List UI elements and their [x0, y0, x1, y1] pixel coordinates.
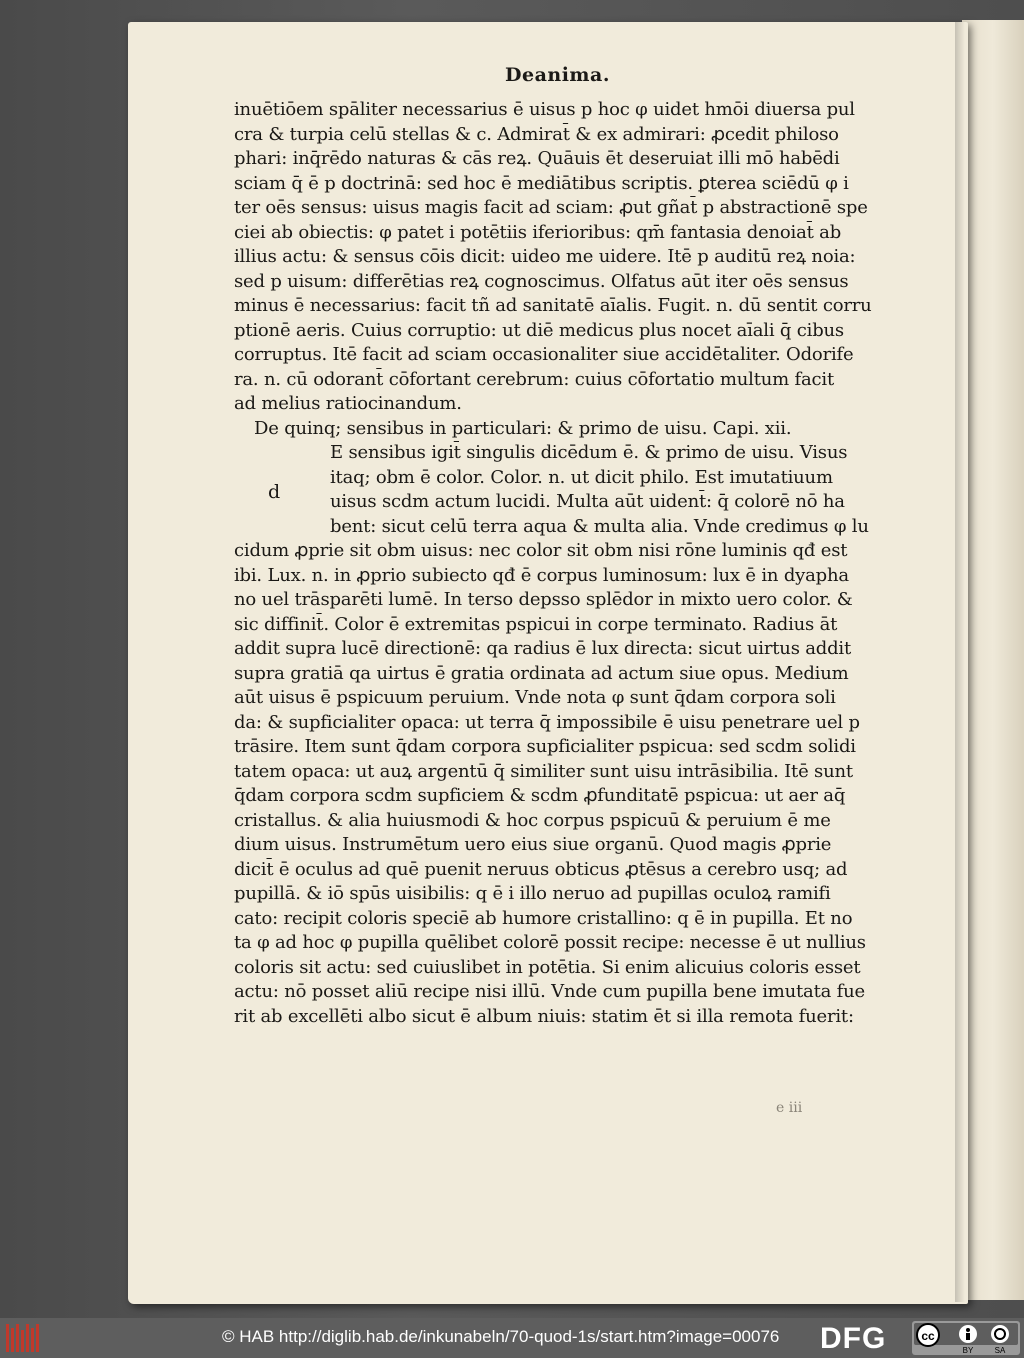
text-line: actu: nō posset aliū recipe nisi illū. Vnde cum pupilla bene imutata fue — [234, 981, 865, 1002]
guide-letter: d — [268, 481, 281, 503]
text-line: phari: inq̄rēdo naturas & cās reꝝ. Quāuis ēt deseruiat illi mō habēdi — [234, 148, 840, 169]
text-line: ter oēs sensus: uisus magis facit ad sciam: ꝓut gñat̄ p abstractionē spe — [234, 197, 868, 218]
text-line: dicit̄ ē oculus ad quē puenit neruus obticus ꝓtēsus a cerebro usq; ad — [234, 858, 848, 880]
next-page-edge — [962, 20, 1024, 1300]
text-line: rit ab excellēti albo sicut ē album niuis: statim ēt si illa remota fuerit: — [234, 1005, 854, 1027]
gutter-shadow — [955, 22, 965, 1302]
license-by-label: BY — [962, 1346, 974, 1355]
text-line: uisus scdm actum lucidi. Multa aūt uident̄: q̄ colorē nō ha — [330, 491, 845, 512]
dfg-logo: DFG — [820, 1322, 887, 1355]
text-line: sed p uisum: differētias reꝝ cognoscimus. Olfatus aūt iter oēs sensus — [234, 270, 849, 292]
source-link[interactable]: © HAB http://diglib.hab.de/inkunabeln/70-quod-1s/start.htm?image=00076 — [222, 1327, 780, 1346]
text-line: ta φ ad hoc φ pupilla quēlibet colorē possit recipe: necesse ē ut nullius — [234, 932, 866, 953]
hab-logo-icon — [6, 1322, 42, 1354]
text-line: illius actu: & sensus cōis dicit: uideo me uidere. Itē p auditū reꝝ noia: — [234, 246, 856, 267]
text-line: itaq; obm ē color. Color. n. ut dicit philo. Est imutatiuum — [330, 466, 833, 488]
chapter-heading: De quinq; sensibus in particulari: & primo de uisu. Capi. xii. — [254, 417, 792, 439]
text-line: cidum ꝓprie sit obm uisus: nec color sit obm nisi rōne luminis qđ est — [234, 540, 848, 561]
text-line: E sensibus igit̄ singulis dicēdum ē. & primo de uisu. Visus — [330, 442, 848, 463]
text-line: inuētiōem spāliter necessarius ē uisus p hoc φ uidet hmōi diuersa pul — [234, 99, 855, 120]
text-line: da: & supficialiter opaca: ut terra q̄ impossibile ē uisu penetrare uel p — [234, 711, 860, 733]
cc-by-sa-license-icon[interactable] — [912, 1321, 1020, 1355]
text-line: tatem opaca: ut auꝝ argentū q̄ similiter sunt uisu intrāsibilia. Itē sunt — [234, 760, 853, 782]
text-line: ra. n. cū odorant̄ cōfortant cerebrum: cuius cōfortatio multum facit — [234, 368, 835, 390]
text-line: aūt uisus ē pspicuum peruium. Vnde nota φ sunt q̄dam corpora soli — [234, 687, 836, 708]
text-line: addit supra lucē directionē: qa radius ē lux directa: sicut uirtus addit — [234, 638, 852, 659]
text-line: q̄dam corpora scdm supficiem & scdm ꝓfunditatē pspicua: ut aer aq̄ — [234, 785, 846, 806]
text-line: cra & turpia celū stellas & c. Admirat̄ & ex admirari: ꝓcedit philoso — [234, 123, 839, 145]
license-sa-label: SA — [994, 1346, 1006, 1355]
text-line: corruptus. Itē facit ad sciam occasionaliter siue accidētaliter. Odorife — [234, 344, 854, 365]
text-line: supra gratiā qa uirtus ē gratia ordinata ad actum siue opus. Medium — [234, 662, 849, 684]
text-line: ibi. Lux. n. in ꝓprio subiecto qđ ē corpus luminosum: lux ē in dyapha — [234, 564, 849, 586]
text-line: dium uisus. Instrumētum uero eius siue organū. Quod magis ꝓprie — [234, 834, 832, 855]
text-line: no uel trāsparēti lumē. In terso depsso splēdor in mixto uero color. & — [234, 589, 853, 610]
signature-mark: e iii — [776, 1100, 803, 1116]
text-line: sciam q̄ ē p doctrinā: sed hoc ē mediātibus scriptis. ꝑterea sciēdū φ i — [234, 172, 849, 194]
text-line: minus ē necessarius: facit tñ ad sanitatē aīalis. Fugit. n. dū sentit corru — [234, 295, 872, 316]
text-line: cristallus. & alia huiusmodi & hoc corpus pspicuū & peruium ē me — [234, 809, 831, 831]
text-line: trāsire. Item sunt q̄dam corpora supficialiter pspicua: sed scdm solidi — [234, 736, 856, 757]
text-line: sic diffinit̄. Color ē extremitas pspicui in corpe terminato. Radius āt — [234, 613, 838, 635]
text-line: bent: sicut celū terra aqua & multa alia. Vnde credimus φ lu — [330, 515, 869, 537]
text-line: cato: recipit coloris speciē ab humore cristallino: q ē in pupilla. Et no — [234, 907, 853, 929]
text-block — [234, 98, 894, 1029]
running-header: Deanima. — [505, 64, 610, 86]
text-line: ptionē aeris. Cuius corruptio: ut diē medicus plus nocet aīali q̄ cibus — [234, 319, 844, 341]
text-line: coloris sit actu: sed cuiuslibet in potētia. Si enim alicuius coloris esset — [234, 956, 861, 978]
svg-text:cc: cc — [921, 1329, 935, 1343]
text-line: ad melius ratiocinandum. — [234, 393, 462, 414]
text-line: pupillā. & iō spūs uisibilis: q ē i illo neruo ad pupillas oculoꝝ ramifi — [234, 883, 831, 904]
text-line: ciei ab obiectis: φ patet i potētiis iferioribus: qm̄ fantasia denoiat̄ ab — [234, 221, 842, 243]
